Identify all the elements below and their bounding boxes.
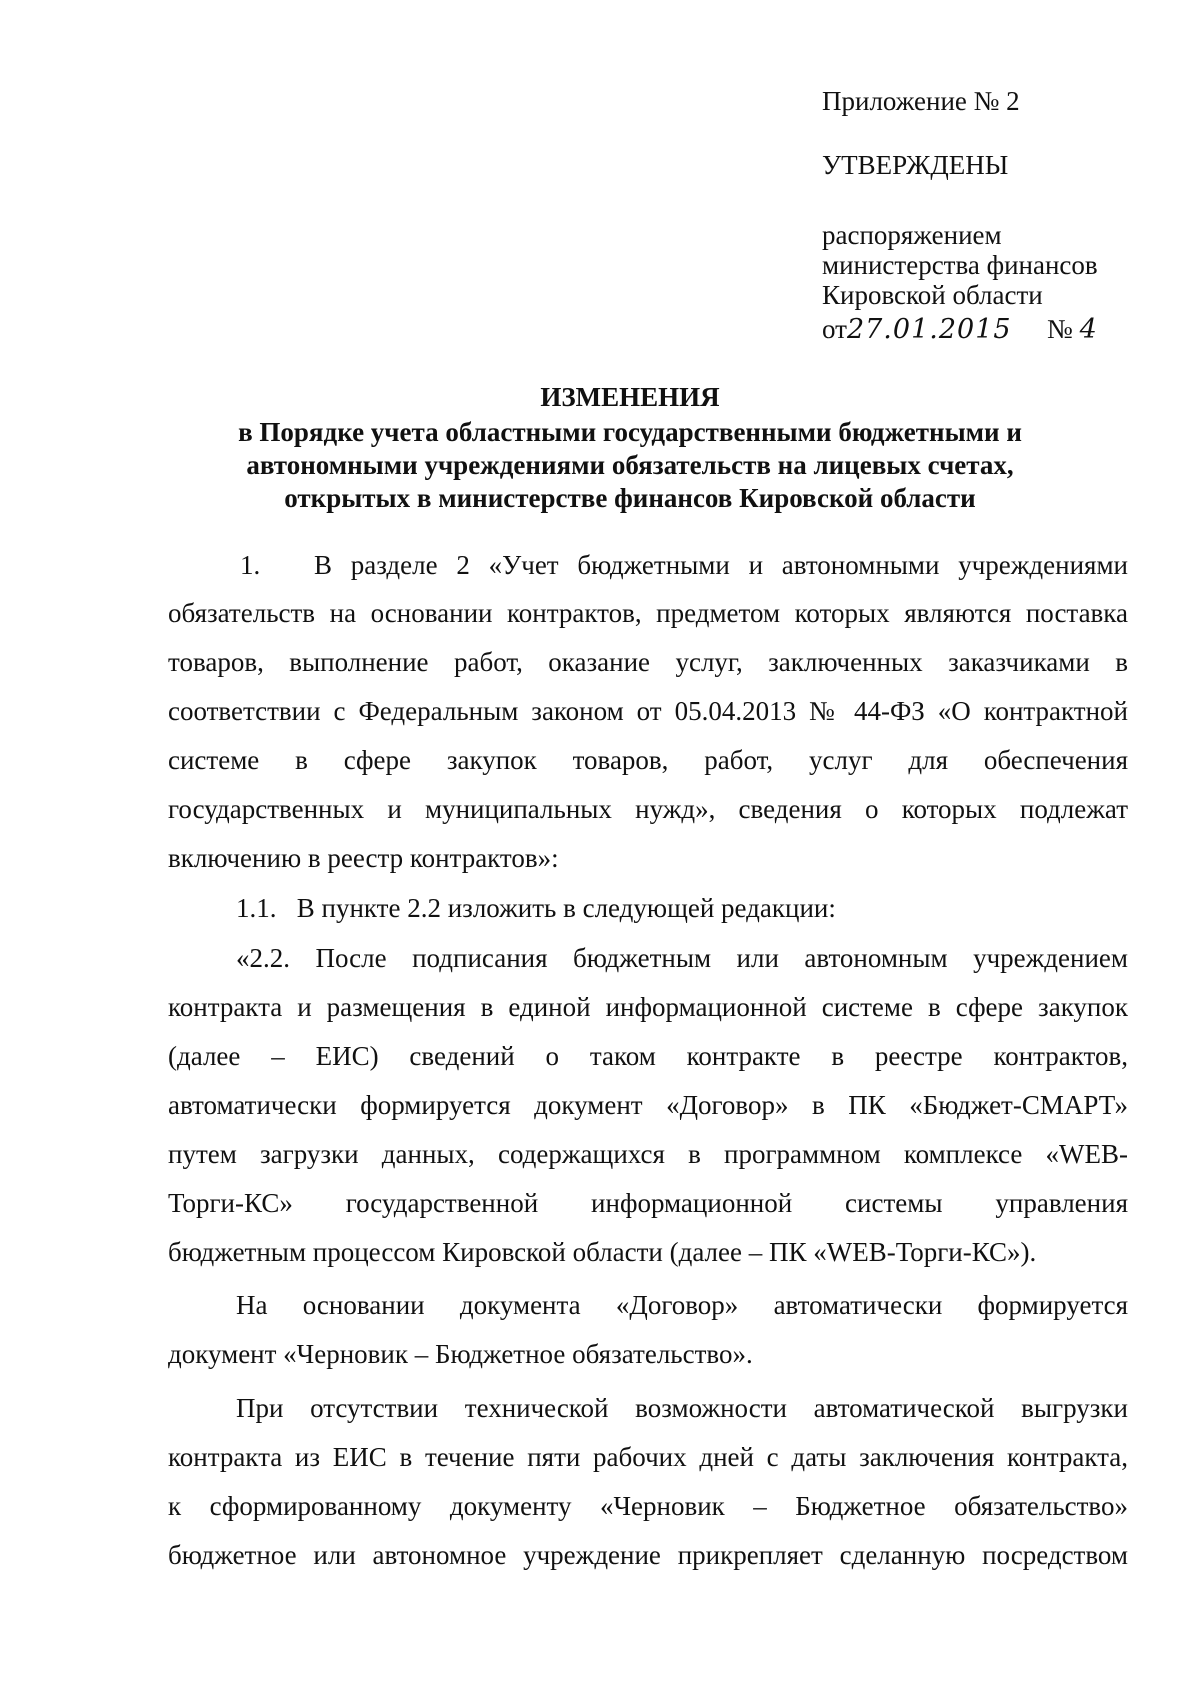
paragraph-1-line: государственных и муниципальных нужд», сведения о которых подлежат: [168, 794, 1128, 824]
handwritten-number: 4: [1079, 314, 1098, 345]
paragraph-2-2-line: Торги-КС» государственной информационной системы управления: [168, 1188, 1128, 1218]
paragraph-1-line: товаров, выполнение работ, оказание услуг, заключенных заказчиками в: [168, 647, 1128, 677]
title-line-2: автономными учреждениями обязательств на лицевых счетах,: [246, 450, 1014, 480]
paragraph-2-2-line: (далее – ЕИС) сведений о таком контракте в реестре контрактов,: [168, 1041, 1128, 1071]
absence-paragraph-line: бюджетное или автономное учреждение прикрепляет сделанную посредством: [168, 1540, 1128, 1570]
paragraph-2-2-line: контракта и размещения в единой информационной системе в сфере закупок: [168, 992, 1128, 1022]
basis-paragraph-line: документ «Черновик – Бюджетное обязательство».: [168, 1339, 753, 1369]
paragraph-1-line: системе в сфере закупок товаров, работ, услуг для обеспечения: [168, 745, 1128, 775]
number-label: №: [1047, 314, 1073, 344]
absence-paragraph-line: При отсутствии технической возможности автоматической выгрузки: [236, 1393, 1128, 1423]
handwritten-date: 27.01.2015: [846, 314, 1012, 345]
title-line-3: открытых в министерстве финансов Кировской области: [284, 483, 976, 513]
approved-by-line-2: министерства финансов: [822, 250, 1098, 280]
document-heading: ИЗМЕНЕНИЯ: [540, 382, 720, 412]
paragraph-2-2-line: автоматически формируется документ «Договор» в ПК «Бюджет-СМАРТ»: [168, 1090, 1128, 1120]
approved-by-line-1: распоряжением: [822, 220, 1002, 250]
paragraph-1-line: обязательств на основании контрактов, предметом которых являются поставка: [168, 598, 1128, 628]
paragraph-2-2-line: путем загрузки данных, содержащихся в программном комплексе «WEB-: [168, 1139, 1128, 1169]
paragraph-1-line: В разделе 2 «Учет бюджетными и автономными учреждениями: [314, 550, 1128, 580]
paragraph-2-2-line: «2.2. После подписания бюджетным или автономным учреждением: [236, 943, 1128, 973]
absence-paragraph-line: контракта из ЕИС в течение пяти рабочих дней с даты заключения контракта,: [168, 1442, 1128, 1472]
paragraph-1-number: 1.: [240, 550, 261, 580]
date-prefix: от: [822, 314, 847, 344]
basis-paragraph-line: На основании документа «Договор» автоматически формируется: [236, 1290, 1128, 1320]
paragraph-1-1: 1.1. В пункте 2.2 изложить в следующей редакции:: [236, 893, 836, 923]
approval-date-number: [822, 314, 1098, 345]
absence-paragraph-line: к сформированному документу «Черновик – Бюджетное обязательство»: [168, 1491, 1128, 1521]
approved-by-line-3: Кировской области: [822, 280, 1043, 310]
paragraph-1-line: соответствии с Федеральным законом от 05.04.2013 № 44-ФЗ «О контрактной: [168, 696, 1128, 726]
title-line-1: в Порядке учета областными государственными бюджетными и: [238, 417, 1022, 447]
paragraph-2-2-line: бюджетным процессом Кировской области (далее – ПК «WEB-Торги-КС»).: [168, 1237, 1037, 1267]
paragraph-1-line: включению в реестр контрактов»:: [168, 843, 559, 873]
approved-label: УТВЕРЖДЕНЫ: [822, 150, 1009, 180]
appendix-number: Приложение № 2: [822, 86, 1020, 116]
